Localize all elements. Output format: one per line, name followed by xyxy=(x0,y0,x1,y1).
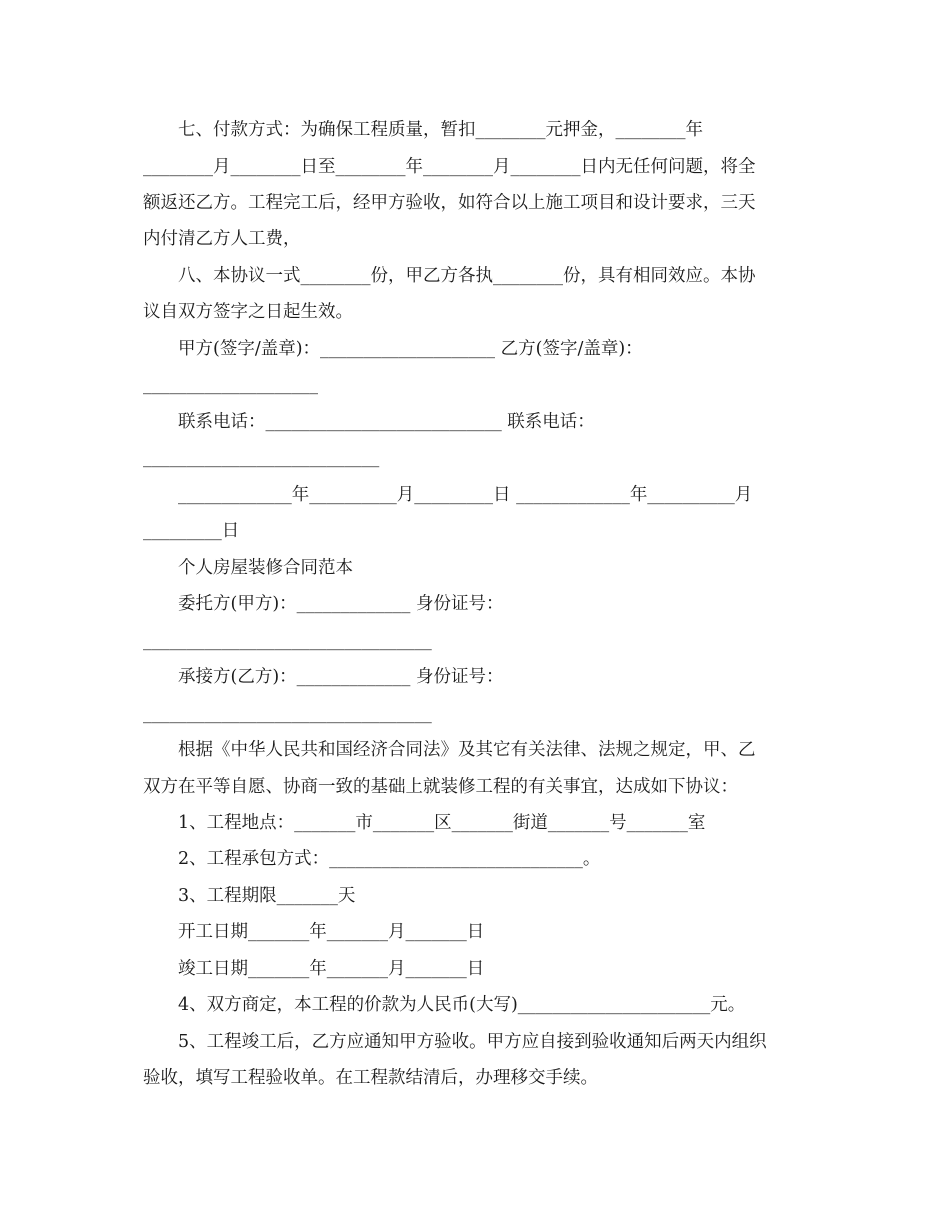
clause-7-line-3: 额返还乙方。工程完工后，经甲方验收，如符合以上施工项目和设计要求，三天 xyxy=(143,193,756,213)
date-line-cont: _________日 xyxy=(143,521,240,541)
item-4-price: 4、双方商定，本工程的价款为人民币(大写)______________________元。 xyxy=(178,995,746,1015)
item-5-line-1: 5、工程竣工后，乙方应通知甲方验收。甲方应自接到验收通知后两天内组织 xyxy=(178,1032,767,1052)
end-date-line: 竣工日期_______年_______月_______日 xyxy=(178,959,485,979)
preamble-line-1: 根据《中华人民共和国经济合同法》及其它有关法律、法规之规定，甲、乙 xyxy=(178,740,756,760)
start-date-line: 开工日期_______年_______月_______日 xyxy=(178,922,485,942)
item-3-period: 3、工程期限_______天 xyxy=(178,886,356,906)
date-line: _____________年__________月_________日 _____________年__________月 xyxy=(178,485,753,505)
contractor-line: 承接方(乙方)：_____________ 身份证号： xyxy=(178,667,504,687)
item-2-method: 2、工程承包方式：_____________________________。 xyxy=(178,849,601,869)
contractor-line-cont: _________________________________ xyxy=(143,704,432,724)
client-line-cont: _________________________________ xyxy=(143,631,432,651)
clause-7-line-1: 七、付款方式：为确保工程质量，暂扣________元押金，________年 xyxy=(178,120,703,140)
contract-title: 个人房屋装修合同范本 xyxy=(178,558,353,578)
preamble-line-2: 双方在平等自愿、协商一致的基础上就装修工程的有关事宜，达成如下协议： xyxy=(143,777,738,797)
clause-8-line-2: 议自双方签字之日起生效。 xyxy=(143,302,353,322)
item-1-location: 1、工程地点：_______市_______区_______街道_______号_______室 xyxy=(178,813,706,833)
phone-line-cont: ___________________________ xyxy=(143,448,380,468)
client-line: 委托方(甲方)：_____________ 身份证号： xyxy=(178,594,504,614)
clause-8-line-1: 八、本协议一式________份，甲乙方各执________份，具有相同效应。本协 xyxy=(178,266,756,286)
signature-line-cont: ____________________ xyxy=(143,375,318,395)
clause-7-line-2: ________月________日至________年________月________日内无任何问题，将全 xyxy=(143,157,756,177)
signature-line: 甲方(签字/盖章)：____________________ 乙方(签字/盖章)： xyxy=(178,339,643,359)
clause-7-line-4: 内付清乙方人工费， xyxy=(143,229,301,249)
phone-line: 联系电话：___________________________ 联系电话： xyxy=(178,412,595,432)
item-5-line-2: 验收，填写工程验收单。在工程款结清后，办理移交手续。 xyxy=(143,1068,598,1088)
